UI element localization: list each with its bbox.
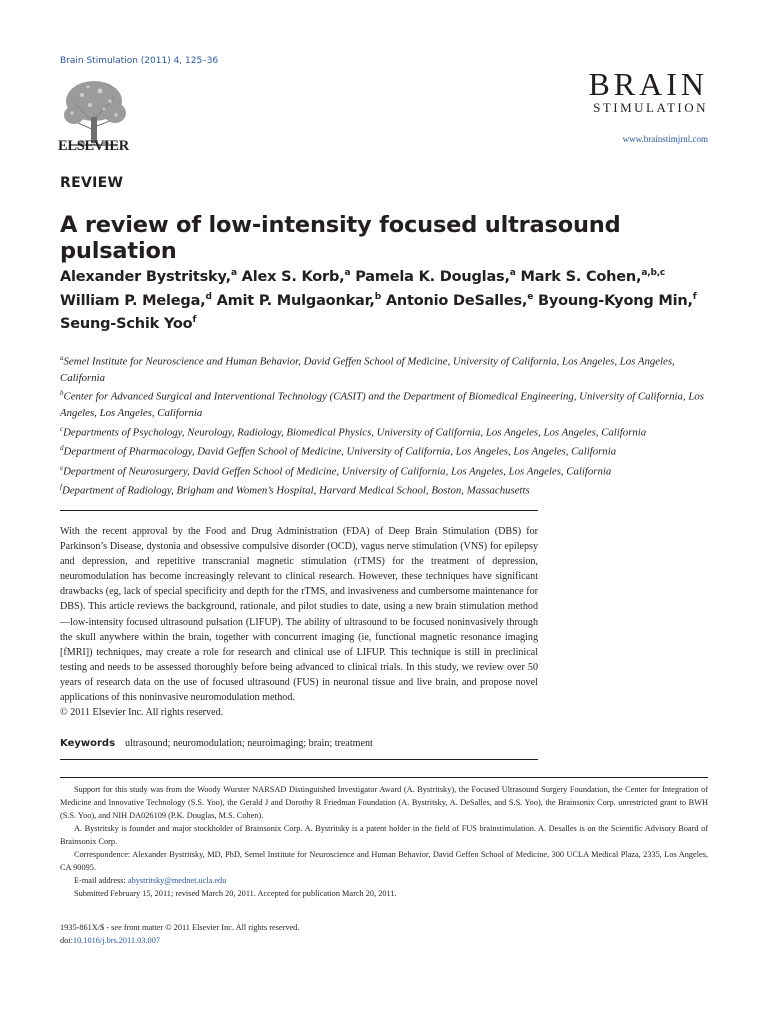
affiliation-marker: b (60, 389, 64, 398)
affiliation-item (60, 480, 710, 500)
affiliation-text: Department of Radiology, Brigham and Women’s Hospital, Harvard Medical School, Boston, Massachusetts (61, 484, 530, 497)
author (60, 269, 237, 285)
affiliation-text: Center for Advanced Surgical and Interventional Technology (CASIT) and the Department of Biomedical Engineering, University of California, Los Angeles, Los Angeles, California (60, 391, 704, 419)
author-name: Pamela K. Douglas, (355, 268, 510, 285)
author-affiliation-marker: e (527, 291, 534, 302)
affiliation-marker: f (60, 483, 62, 492)
author-list (60, 263, 720, 334)
author-affiliation-marker: a (344, 268, 351, 278)
keywords-list: ultrasound; neuromodulation; neuroimaging; brain; treatment (125, 738, 373, 749)
article-title: A review of low-intensity focused ultrasound pulsation (60, 212, 621, 264)
publisher-name: ELSEVIER (58, 138, 129, 154)
affiliations (60, 351, 710, 500)
affiliation-text: Semel Institute for Neuroscience and Human Behavior, David Geffen School of Medicine, University of California, Los Angeles, Los Angeles, California (60, 355, 675, 384)
footnotes (60, 783, 708, 900)
author (60, 316, 196, 332)
submission-note: Submitted February 15, 2011; revised March 20, 2011. Accepted for publication March 20, 2011. (74, 889, 397, 898)
footnote-rule (60, 777, 708, 778)
author (355, 269, 515, 285)
issn-line: 1935-861X/$ - see front matter © 2011 Elsevier Inc. All rights reserved. (60, 923, 300, 932)
journal-brand-line2: STIMULATION (593, 100, 708, 115)
author-affiliation-marker: a (230, 268, 237, 278)
author-affiliation-marker: f (692, 291, 697, 302)
affiliation-item (60, 441, 710, 461)
author-affiliation-marker: a (509, 268, 516, 278)
journal-brand (588, 68, 708, 116)
author-name: Antonio DeSalles, (385, 292, 528, 309)
abstract-text: With the recent approval by the Food and Drug Administration (FDA) of Deep Brain Stimulation (DBS) for Parkinson’s Disease, dystonia and obsessive compulsive disorder (OCD), vagus nerve stimulation (VNS) for epilepsy and depression, and repetitive transcranial magnetic stimulation (rTMS) for the treatment of depression, neuromodulation has become increasingly relevant to clinical research. However, these techniques have significant drawbacks (eg, lack of special specificity and depth for the rTMS, and invasiveness and cumbersome maintenance for DBS). This article reviews the background, rationale, and pilot studies to date, using a new brain stimulation method—low-intensity focused ultrasound pulsation (LIFUP). The ability of ultrasound to be focused noninvasively through the skull anywhere within the brain, together with concurrent imaging (ie, functional magnetic resonance imaging [fMRI]) techniques, may create a role for research and clinical use of LIFUP. This technique is still in preclinical testing and needs to be assessed thoroughly before being advanced to clinical trials. In this study, we review over 50 years of research data on the use of focused ultrasound (FUS) in neuronal tissue and live brain, and propose novel applications of this noninvasive neuromodulation method. (60, 526, 538, 704)
author-affiliation-marker: f (192, 315, 197, 326)
keywords-label: Keywords (60, 738, 116, 749)
affiliation-marker: d (60, 444, 64, 453)
journal-brand-line1: BRAIN (588, 66, 708, 102)
author-name: Amit P. Mulgaonkar, (216, 292, 375, 309)
keywords (60, 738, 538, 749)
doi-label: doi: (60, 936, 73, 945)
author-name: Seung-Schik Yoo (60, 316, 193, 333)
author-name: Alex S. Korb, (241, 268, 345, 285)
abstract-top-rule (60, 510, 538, 511)
affiliation-text: Department of Pharmacology, David Geffen School of Medicine, University of California, Los Angeles, Los Angeles, California (63, 445, 617, 458)
abstract (60, 524, 538, 720)
disclosure-note: A. Bystritsky is founder and major stockholder of Brainsonix Corp. A. Bystritsky is a patent holder in the field of FUS brainstimulation. A. Desalles is on the Scientific Advisory Board of Brainsonix Corp. (60, 824, 708, 846)
affiliation-item (60, 422, 710, 442)
author (60, 293, 212, 309)
affiliation-item (60, 351, 710, 386)
affiliation-text: Department of Neurosurgery, David Geffen School of Medicine, University of California, Los Angeles, Los Angeles, California (63, 465, 612, 478)
affiliation-marker: e (60, 463, 64, 472)
email-link[interactable]: abystritsky@mednet.ucla.edu (127, 876, 227, 885)
journal-reference[interactable]: Brain Stimulation (2011) 4, 125–36 (60, 56, 219, 66)
author-name: Byoung-Kyong Min, (537, 292, 693, 309)
affiliation-marker: c (60, 424, 64, 433)
copyright-line: © 2011 Elsevier Inc. All rights reserved. (60, 707, 224, 719)
author-name: Mark S. Cohen, (520, 268, 642, 285)
author (217, 293, 381, 309)
abstract-bottom-rule (60, 759, 538, 760)
affiliation-item (60, 386, 710, 421)
author-affiliation-marker: d (205, 291, 212, 302)
affiliation-item (60, 461, 710, 481)
author (538, 293, 697, 309)
issn-doi-block (60, 921, 299, 947)
section-label: REVIEW (60, 175, 124, 191)
author-name: William P. Melega, (60, 292, 206, 309)
author-name: Alexander Bystritsky, (60, 268, 231, 285)
email-note (60, 874, 708, 887)
affiliation-marker: a (60, 354, 64, 362)
doi-line (60, 934, 299, 947)
funding-note: Support for this study was from the Woody Wurster NARSAD Distinguished Investigator Award (A. Bystritsky), the Focused Ultrasound Surgery Foundation, the Center for Integration of Medicine and Innovative Technology (S.S. Yoo), the Gerald J and Dorothy R Friedman Foundation (A. Bystritsky, A. DeSalles, and S.S. Yoo), the Brainsonix Corp. unrestricted grant to BWH (S.S. Yoo), and NIH DA026109 (P.K. Douglas, M.S. Cohen). (60, 785, 708, 820)
author (386, 293, 533, 309)
author (242, 269, 351, 285)
journal-url-link[interactable]: www.brainstimjrnl.com (622, 134, 708, 144)
author-affiliation-marker: a,b,c (641, 268, 666, 278)
author (521, 269, 666, 285)
email-label: E-mail address: (74, 876, 128, 885)
author-affiliation-marker: b (374, 291, 381, 302)
doi-link[interactable]: 10.1016/j.brs.2011.03.007 (72, 936, 160, 945)
correspondence-note: Correspondence: Alexander Bystritsky, MD, PhD, Semel Institute for Neuroscience and Human Behavior, David Geffen School of Medicine, 300 UCLA Medical Plaza, 2335, Los Angeles, CA 90095. (60, 850, 708, 872)
affiliation-text: Departments of Psychology, Neurology, Radiology, Biomedical Physics, University of California, Los Angeles, Los Angeles, California (63, 426, 647, 439)
